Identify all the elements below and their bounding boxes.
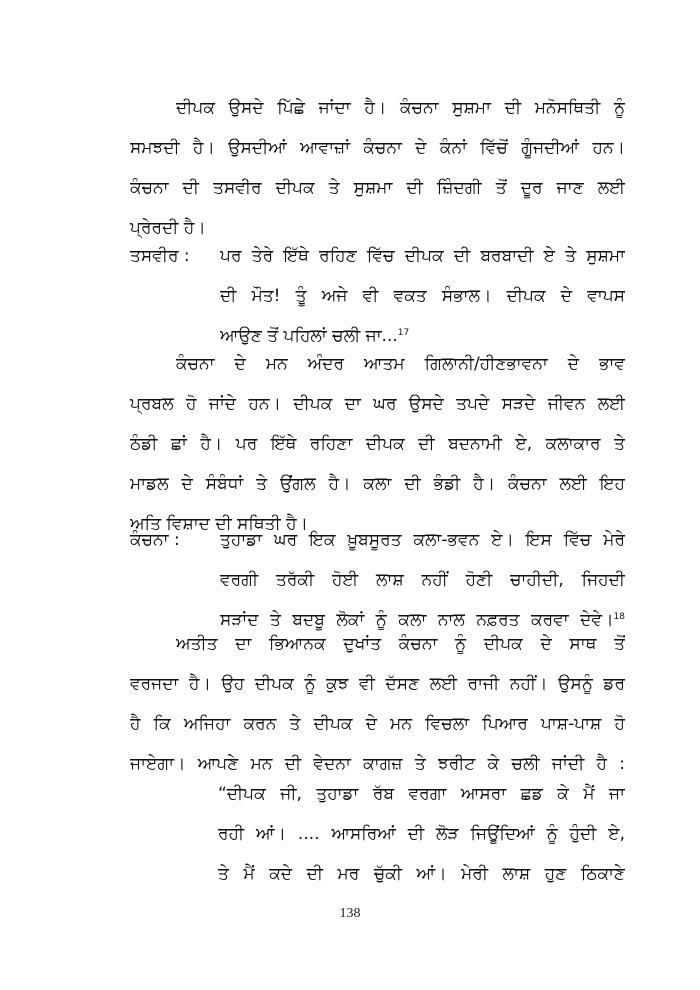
paragraph-line: ਅਤੀਤ ਦਾ ਭਿਆਨਕ ਦੁਖਾਂਤ ਕੰਚਨਾ ਨੂੰ ਦੀਪਕ ਦੇ ਸਾਥ ਤੋਂ <box>176 634 625 654</box>
dialogue-line: ਤੁਹਾਡਾ ਘਰ ਇਕ ਖ਼ੂਬਸੂਰਤ ਕਲਾ-ਭਵਨ ਏ। ਇਸ ਵਿੱਚ ਮੇਰੇ <box>220 530 625 550</box>
paragraph-line: ਹੈ ਕਿ ਅਜਿਹਾ ਕਰਨ ਤੇ ਦੀਪਕ ਦੇ ਮਨ ਵਿਚਲਾ ਪਿਆਰ ਪਾਸ਼-ਪਾਸ਼ ਹੋ <box>130 714 625 734</box>
footnote-marker: 18 <box>613 612 625 622</box>
dialogue-line: ਵਰਗੀ ਤਰੱਕੀ ਹੋਈ ਲਾਸ਼ ਨਹੀਂ ਹੋਣੀ ਚਾਹੀਦੀ, ਜਿਹਦੀ <box>220 570 625 590</box>
paragraph-line: ਦੀਪਕ ਉਸਦੇ ਪਿੱਛੇ ਜਾਂਦਾ ਹੈ। ਕੰਚਨਾ ਸੁਸ਼ਮਾ ਦੀ ਮਨੋਸਥਿਤੀ ਨੂੰ <box>176 98 625 118</box>
paragraph-line: ਜਾਏਗਾ। ਆਪਣੇ ਮਨ ਦੀ ਵੇਦਨਾ ਕਾਗਜ਼ ਤੇ ਝਰੀਟ ਕੇ ਚਲੀ ਜਾਂਦੀ ਹੈ : <box>130 754 625 774</box>
dialogue-tasveer <box>0 236 700 356</box>
paragraph-line: ਪ੍ਰੇਰਦੀ ਹੈ। <box>130 218 206 238</box>
dialogue-line: ਦੀ ਮੌਤ! ਤੂੰ ਅਜੇ ਵੀ ਵਕਤ ਸੰਭਾਲ। ਦੀਪਕ ਦੇ ਵਾਪਸ <box>220 286 625 306</box>
dialogue-speech <box>220 236 625 356</box>
dialogue-kanchana <box>0 520 700 640</box>
dialogue-line: ਪਰ ਤੇਰੇ ਇੱਥੇ ਰਹਿਣ ਵਿੱਚ ਦੀਪਕ ਦੀ ਬਰਬਾਦੀ ਏ ਤੇ ਸੁਸ਼ਮਾ <box>220 246 625 266</box>
quote-line: “ਦੀਪਕ ਜੀ, ਤੁਹਾਡਾ ਰੱਬ ਵਰਗਾ ਆਸਰਾ ਛਡ ਕੇ ਮੈਂ ਜਾ <box>218 784 625 804</box>
dialogue-line-last: ਸੜਾਂਦ ਤੇ ਬਦਬੂ ਲੋਕਾਂ ਨੂੰ ਕਲਾ ਨਾਲ ਨਫ਼ਰਤ ਕਰਵਾ ਦੇਵੇ।$^{18}$ <box>220 610 625 630</box>
paragraph-line: ਕੰਚਨਾ ਦੀ ਤਸਵੀਰ ਦੀਪਕ ਤੇ ਸੁਸ਼ਮਾ ਦੀ ਜ਼ਿੰਦਗੀ ਤੋਂ ਦੂਰ ਜਾਣ ਲਈ <box>130 178 625 198</box>
paragraph-line: ਵਰਜਦਾ ਹੈ। ਉਹ ਦੀਪਕ ਨੂੰ ਕੁਝ ਵੀ ਦੱਸਣ ਲਈ ਰਾਜੀ ਨਹੀਂ। ਉਸਨੂੰ ਡਰ <box>130 674 625 694</box>
paragraph-line: ਠੰਡੀ ਛਾਂ ਹੈ। ਪਰ ਇੱਥੇ ਰਹਿਣਾ ਦੀਪਕ ਦੀ ਬਦਨਾਮੀ ਏ, ਕਲਾਕਾਰ ਤੇ <box>130 434 625 454</box>
paragraph-line: ਮਾਡਲ ਦੇ ਸੰਬੰਧਾਂ ਤੇ ਉਂਗਲ ਹੈ। ਕਲਾ ਦੀ ਭੰਡੀ ਹੈ। ਕੰਚਨਾ ਲਈ ਇਹ <box>130 474 625 494</box>
quoted-letter <box>218 774 625 894</box>
dialogue-speech <box>220 520 625 640</box>
dialogue-speaker: ਕੰਚਨਾ : <box>130 530 180 550</box>
paragraph-line: ਅਤਿ ਵਿਸ਼ਾਦ ਦੀ ਸਥਿਤੀ ਹੈ। <box>130 514 308 534</box>
quote-line: ਤੇ ਮੈਂ ਕਦੇ ਦੀ ਮਰ ਚੁੱਕੀ ਆਂ। ਮੇਰੀ ਲਾਸ਼ ਹੁਣ ਠਿਕਾਣੇ <box>218 864 625 884</box>
page-number: 138 <box>339 906 361 921</box>
footnote-marker: 17 <box>397 328 410 338</box>
paragraph-line: ਸਮਝਦੀ ਹੈ। ਉਸਦੀਆਂ ਆਵਾਜ਼ਾਂ ਕੰਚਨਾ ਦੇ ਕੰਨਾਂ ਵਿੱਚੋਂ ਗੂੰਜਦੀਆਂ ਹਨ। <box>130 138 625 158</box>
quote-line: ਰਹੀ ਆਂ। .... ਆਸਰਿਆਂ ਦੀ ਲੋੜ ਜਿਊਂਦਿਆਂ ਨੂੰ ਹੁੰਦੀ ਏ, <box>218 824 625 844</box>
paragraph-line: ਪ੍ਰਬਲ ਹੋ ਜਾਂਦੇ ਹਨ। ਦੀਪਕ ਦਾ ਘਰ ਉਸਦੇ ਤਪਦੇ ਸੜਦੇ ਜੀਵਨ ਲਈ <box>130 394 625 414</box>
dialogue-speaker: ਤਸਵੀਰ : <box>130 246 190 266</box>
dialogue-line-last: ਆਉਣ ਤੋਂ ਪਹਿਲਾਂ ਚਲੀ ਜਾ...$^{17}$ <box>220 326 410 346</box>
paragraph-line: ਕੰਚਨਾ ਦੇ ਮਨ ਅੰਦਰ ਆਤਮ ਗਿਲਾਨੀ/ਹੀਣਭਾਵਨਾ ਦੇ ਭਾਵ <box>176 354 625 374</box>
